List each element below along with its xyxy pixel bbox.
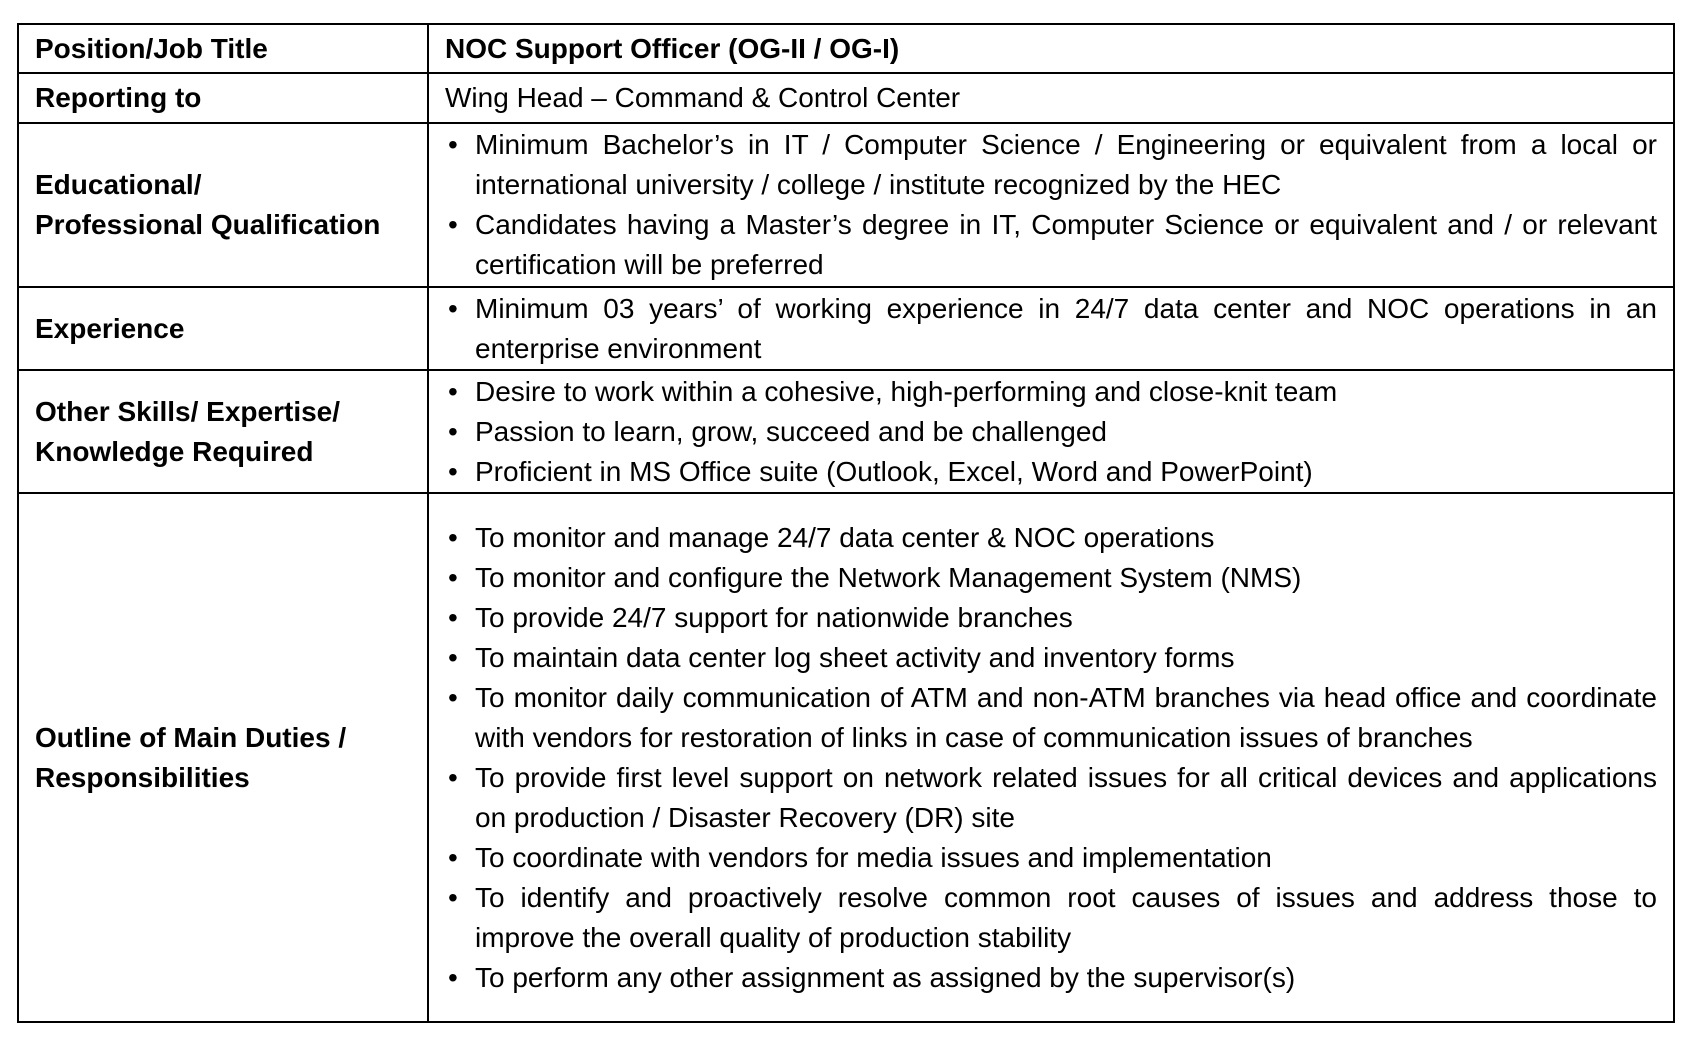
duties-label-line1: Outline of Main Duties / — [35, 721, 347, 753]
list-item: • To provide 24/7 support for nationwide branches — [445, 598, 1657, 638]
skills-label — [18, 370, 428, 493]
experience-value — [428, 287, 1674, 370]
table-row-reporting — [18, 73, 1674, 123]
qualification-label — [18, 123, 428, 287]
list-item: • Candidates having a Master’s degree in IT, Computer Science or equivalent and / or relevant certification will be preferred — [445, 205, 1657, 285]
list-item: • To maintain data center log sheet activity and inventory forms — [445, 638, 1657, 678]
experience-label: Experience — [18, 287, 428, 370]
list-item: • Minimum Bachelor’s in IT / Computer Science / Engineering or equivalent from a local or international university / college / institute recognized by the HEC — [445, 125, 1657, 205]
list-item: • To monitor and manage 24/7 data center & NOC operations — [445, 518, 1657, 558]
table-row-skills — [18, 370, 1674, 493]
list-item: • To monitor daily communication of ATM and non-ATM branches via head office and coordinate with vendors for restoration of links in case of communication issues of branches — [445, 678, 1657, 758]
experience-list — [445, 289, 1657, 369]
list-item: • Passion to learn, grow, succeed and be challenged — [445, 412, 1657, 452]
job-description-table — [17, 23, 1675, 1023]
table-row-position — [18, 24, 1674, 73]
duties-label — [18, 493, 428, 1022]
list-item: • Minimum 03 years’ of working experience in 24/7 data center and NOC operations in an enterprise environment — [445, 289, 1657, 369]
table-row-experience — [18, 287, 1674, 370]
skills-value — [428, 370, 1674, 493]
reporting-label: Reporting to — [18, 73, 428, 123]
position-label: Position/Job Title — [18, 24, 428, 73]
position-value: NOC Support Officer (OG-II / OG-I) — [428, 24, 1674, 73]
table-row-duties — [18, 493, 1674, 1022]
table-row-qualification — [18, 123, 1674, 287]
list-item: • Desire to work within a cohesive, high-performing and close-knit team — [445, 372, 1657, 412]
duties-label-line2: Responsibilities — [35, 761, 250, 793]
qualification-label-line1: Educational/ — [35, 169, 202, 200]
list-item: • To provide first level support on network related issues for all critical devices and applications on production / Disaster Recovery (DR) site — [445, 758, 1657, 838]
skills-label-line1: Other Skills/ Expertise/ — [35, 395, 341, 427]
qualification-list — [445, 125, 1657, 285]
reporting-value: Wing Head – Command & Control Center — [428, 73, 1674, 123]
list-item: • To identify and proactively resolve common root causes of issues and address those to improve the overall quality of production stability — [445, 878, 1657, 958]
list-item: • To perform any other assignment as assigned by the supervisor(s) — [445, 958, 1657, 998]
qualification-value — [428, 123, 1674, 287]
skills-label-line2: Knowledge Required — [35, 435, 314, 467]
qualification-label-line2: Professional Qualification — [35, 209, 381, 240]
list-item: • To monitor and configure the Network Management System (NMS) — [445, 558, 1657, 598]
duties-value — [428, 493, 1674, 1022]
list-item: • Proficient in MS Office suite (Outlook, Excel, Word and PowerPoint) — [445, 452, 1657, 492]
list-item: • To coordinate with vendors for media issues and implementation — [445, 838, 1657, 878]
skills-list — [445, 372, 1657, 492]
duties-list — [445, 518, 1657, 998]
